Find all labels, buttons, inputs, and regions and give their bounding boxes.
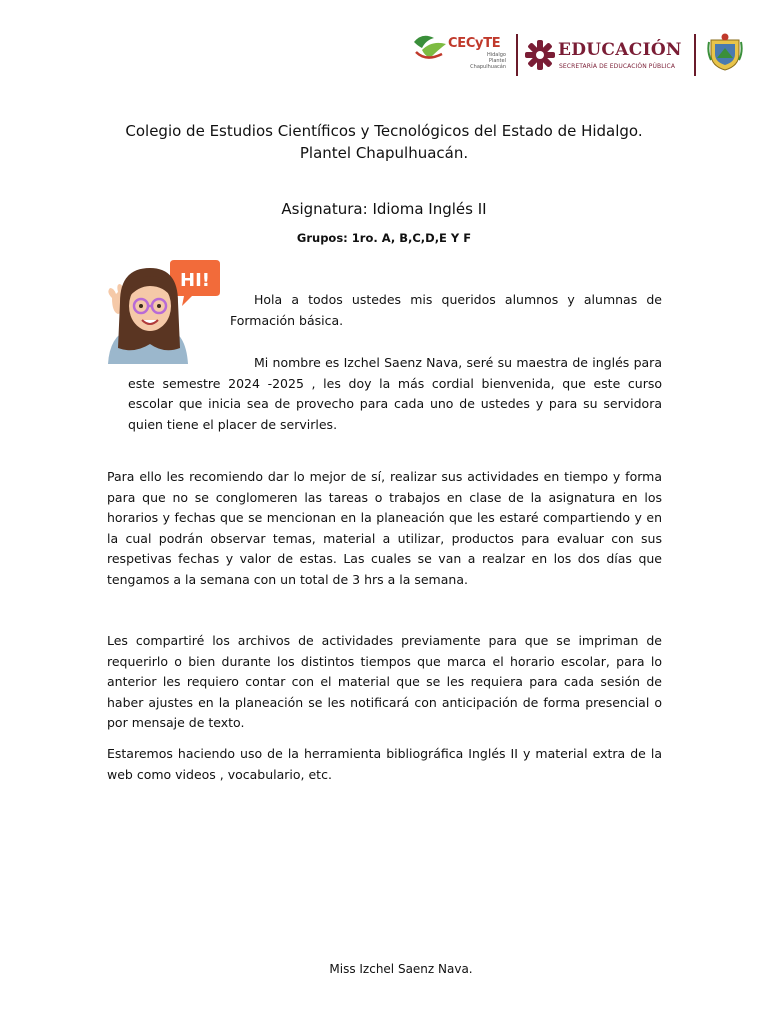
teacher-avatar bbox=[104, 258, 222, 364]
signature: Miss Izchel Saenz Nava. bbox=[329, 962, 473, 976]
recommendations-paragraph: Para ello les recomiendo dar lo mejor de sí, realizar sus actividades en tiempo y forma para que no se conglomeren las tareas o trabajos en clase de la asignatura en los horarios y fechas que se mencionan en la planeación que les estaré compartiendo y en la cual podrán observar temas, material a utilizar, productos para evaluar con sus respetivas fechas y valor de estas. Las cuales se van a realzar en los dos días que tengamos a la semana con un total de 3 hrs a la semana. bbox=[107, 469, 662, 587]
sep-subtitle: SECRETARÍA DE EDUCACIÓN PÚBLICA bbox=[559, 63, 676, 70]
bibliography-paragraph: Estaremos haciendo uso de la herramienta bibliográfica Inglés II y material extra de la web como videos , vocabulario, etc. bbox=[107, 746, 662, 782]
header-logos bbox=[410, 30, 750, 82]
intro-rest: este semestre 2024 -2025 , les doy la más cordial bienvenida, que este curso escolar que inicia sea de provecho para cada uno de ustedes y para su servidora quien tiene el placer de servirles. bbox=[128, 375, 662, 432]
logo-divider bbox=[694, 34, 696, 76]
cecyte-name: CECyTE bbox=[448, 36, 501, 51]
logo-divider bbox=[516, 34, 518, 76]
intro-paragraph bbox=[128, 353, 662, 435]
cecyte-logo bbox=[410, 30, 510, 76]
school-name: Colegio de Estudios Científicos y Tecnológicos del Estado de Hidalgo. bbox=[125, 122, 643, 140]
sep-educacion-logo bbox=[524, 38, 704, 78]
campus-name: Plantel Chapulhuacán. bbox=[299, 144, 469, 162]
groups-line: Grupos: 1ro. A, B,C,D,E Y F bbox=[296, 231, 472, 245]
materials-paragraph: Les compartiré los archivos de actividades previamente para que se impriman de requerirlo o bien durante los distintos tiempos que marca el horario escolar, para lo anterior les requiero contar con el material que se les requiera para cada sesión de haber ajustes en la planeación se les notificará con anticipación de forma presencial o por mensaje de texto. bbox=[107, 633, 662, 730]
coat-of-arms-icon bbox=[707, 32, 743, 72]
cecyte-leaf-icon bbox=[412, 32, 450, 62]
svg-text:HI!: HI! bbox=[180, 270, 210, 291]
sep-flower-icon bbox=[524, 38, 556, 72]
intro-first-line: Mi nombre es Izchel Saenz Nava, seré su maestra de inglés para bbox=[254, 355, 662, 370]
cecyte-subtitle: Hidalgo Plantel Chapulhuacán bbox=[470, 52, 506, 70]
greeting-paragraph: Hola a todos ustedes mis queridos alumnos y alumnas de Formación básica. bbox=[230, 292, 662, 328]
subject-title: Asignatura: Idioma Inglés II bbox=[281, 200, 487, 218]
hidalgo-seal-logo bbox=[707, 32, 743, 80]
sep-title: EDUCACIÓN bbox=[558, 40, 682, 60]
